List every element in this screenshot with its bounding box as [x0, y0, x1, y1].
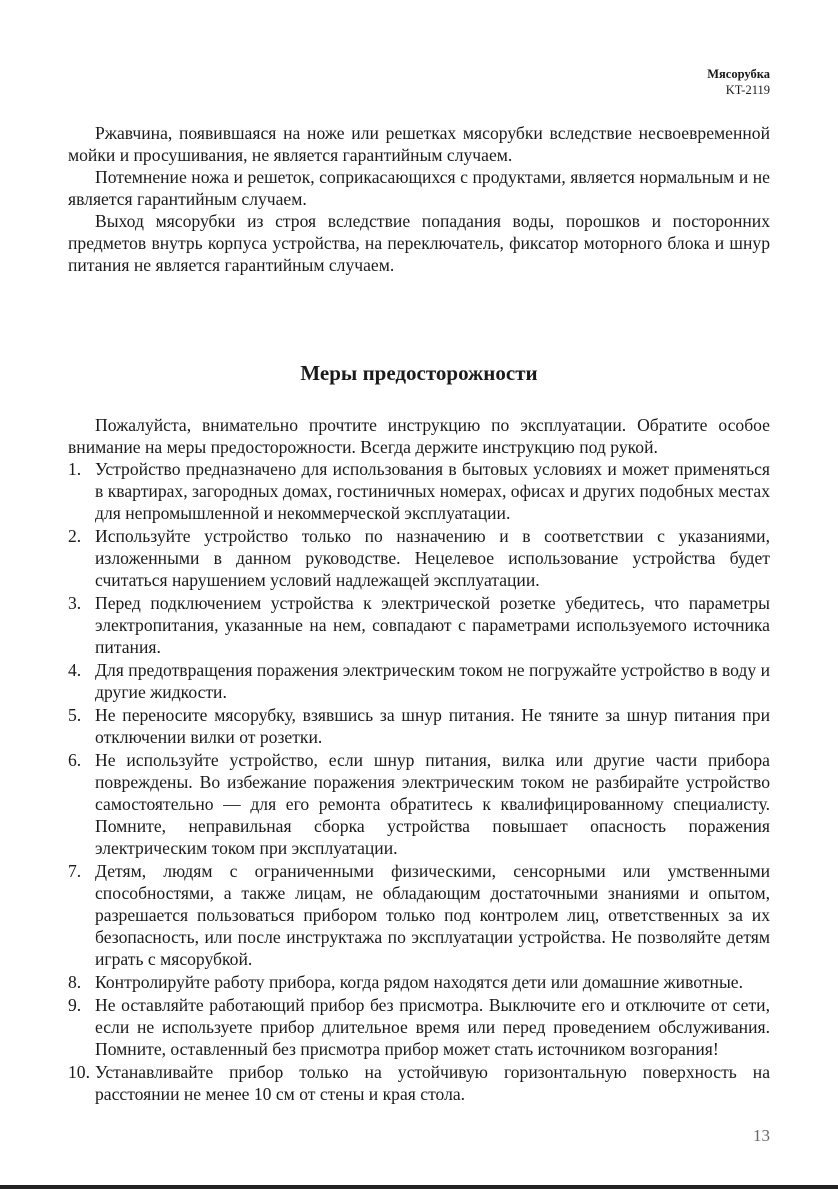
list-item-number: 3. [68, 593, 82, 613]
intro-paragraph: Выход мясорубки из строя вследствие попадания воды, порошков и посторонних предметов внутрь корпуса устройства, на переключатель, фиксатор моторного блока и шнур питания не является гарантийным случаем. [68, 211, 770, 275]
list-item-number: 6. [68, 750, 82, 770]
list-item-number: 10. [68, 1062, 90, 1082]
list-item [68, 749, 770, 859]
precautions-list [68, 458, 770, 1105]
section-lead: Пожалуйста, внимательно прочтите инструкцию по эксплуатации. Обратите особое внимание на меры предосторожности. Всегда держите инструкцию под рукой. [68, 415, 770, 457]
list-item [68, 458, 770, 524]
list-item [68, 704, 770, 748]
list-item-number: 8. [68, 972, 82, 992]
bottom-rule [0, 1185, 838, 1189]
list-item-number: 2. [68, 526, 82, 546]
list-item-text: Перед подключением устройства к электрической розетке убедитесь, что параметры электропитания, указанные на нем, совпадают с параметрами используемого источника питания. [95, 593, 770, 657]
list-item [68, 1061, 770, 1105]
list-item-number: 9. [68, 995, 82, 1015]
page-content [68, 122, 770, 1106]
header-product: Мясорубка [707, 67, 770, 81]
header-model: KT-2119 [725, 83, 770, 97]
list-item-text: Для предотвращения поражения электрическим током не погружайте устройство в воду и другие жидкости. [95, 660, 770, 702]
list-item-text: Детям, людям с ограниченными физическими, сенсорными или умственными способностями, а также лицам, не обладающим достаточными знаниями и опытом, разрешается пользоваться прибором только под контролем лиц, ответственных за их безопасность, или после инструктажа по эксплуатации устройства. Не позволяйте детям играть с мясорубкой. [95, 861, 770, 969]
list-item [68, 659, 770, 703]
intro-paragraph: Потемнение ножа и решеток, соприкасающихся с продуктами, является нормальным и не является гарантийным случаем. [68, 167, 770, 209]
section-title: Меры предосторожности [300, 361, 538, 385]
list-item [68, 860, 770, 970]
page-number: 13 [753, 1126, 770, 1145]
list-item [68, 971, 770, 993]
list-item-text: Не используйте устройство, если шнур питания, вилка или другие части прибора повреждены. Во избежание поражения электрическим током не разбирайте устройство самостоятельно — для его ремонта обратитесь к квалифицированному специалисту. Помните, неправильная сборка устройства повышает опасность поражения электрическим током при эксплуатации. [95, 750, 770, 858]
list-item [68, 525, 770, 591]
list-item-text: Контролируйте работу прибора, когда рядом находятся дети или домашние животные. [95, 972, 743, 992]
list-item-text: Не оставляйте работающий прибор без присмотра. Выключите его и отключите от сети, если не используете прибор длительное время или перед проведением обслуживания. Помните, оставленный без присмотра прибор может стать источником возгорания! [95, 995, 770, 1059]
list-item [68, 994, 770, 1060]
list-item-number: 5. [68, 705, 82, 725]
intro-paragraph: Ржавчина, появившаяся на ноже или решетках мясорубки вследствие несвоевременной мойки и просушивания, не является гарантийным случаем. [68, 123, 770, 165]
list-item-number: 4. [68, 660, 82, 680]
list-item-text: Не переносите мясорубку, взявшись за шнур питания. Не тяните за шнур питания при отключении вилки от розетки. [95, 705, 770, 747]
page-header [707, 66, 770, 98]
list-item-number: 7. [68, 861, 82, 881]
list-item [68, 592, 770, 658]
list-item-text: Устанавливайте прибор только на устойчивую горизонтальную поверхность на расстоянии не менее 10 см от стены и края стола. [95, 1062, 770, 1104]
list-item-text: Используйте устройство только по назначению и в соответствии с указаниями, изложенными в данном руководстве. Нецелевое использование устройства будет считаться нарушением условий надлежащей эксплуатации. [95, 526, 770, 590]
list-item-text: Устройство предназначено для использования в бытовых условиях и может применяться в квартирах, загородных домах, гостиничных номерах, офисах и других подобных местах для непромышленной и некоммерческой эксплуатации. [95, 459, 770, 523]
list-item-number: 1. [68, 459, 82, 479]
